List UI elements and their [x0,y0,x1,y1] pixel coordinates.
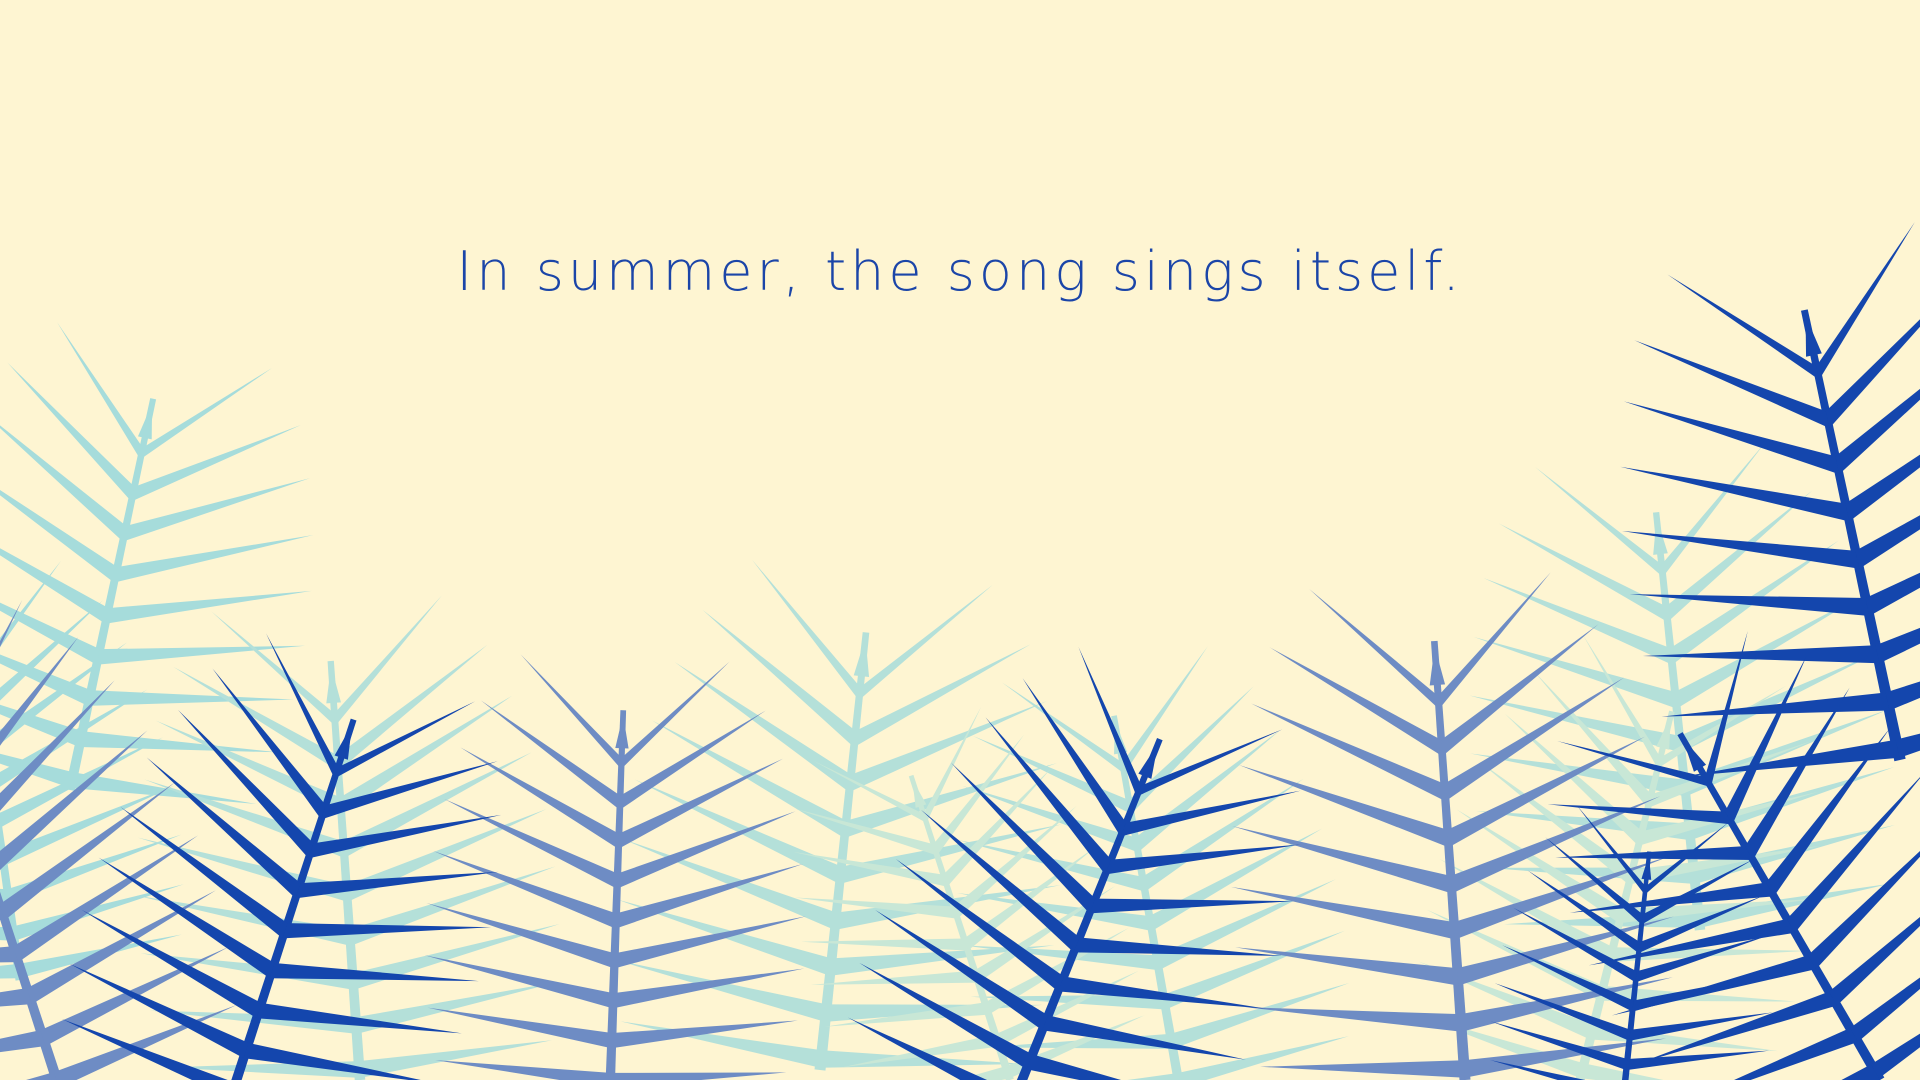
frond-light-center-left [117,589,569,1080]
frond-light-left [0,303,360,831]
frond-dark-left [40,605,561,1080]
headline-text: In summer, the song sings itself. [456,240,1464,303]
